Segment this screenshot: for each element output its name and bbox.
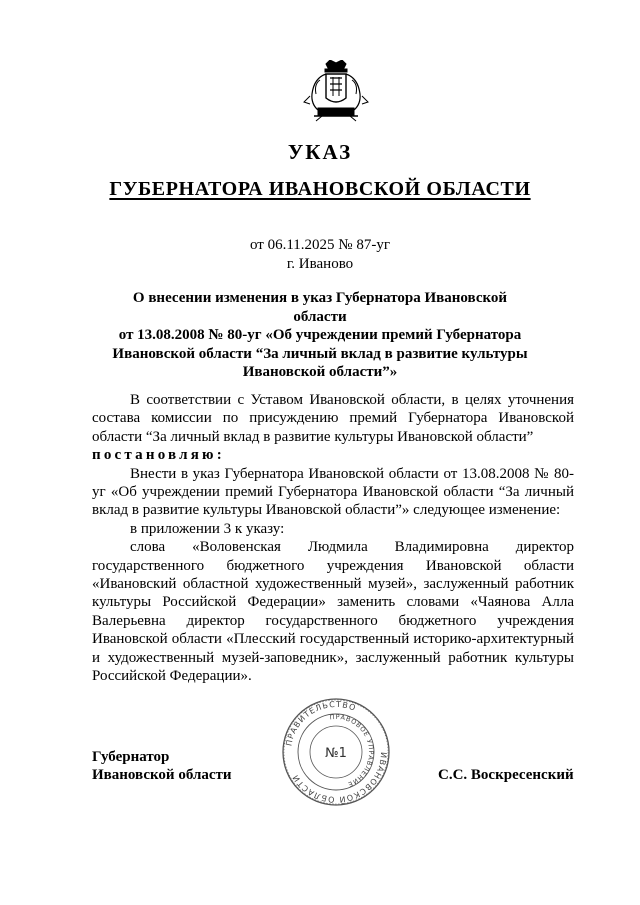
document-type-title: УКАЗ [287,140,353,164]
seal-side-text: ПРАВИТЕЛЬСТВО [284,699,358,747]
paragraph-appendix: в приложении 3 к указу: [130,520,285,537]
seal-outer-text: ИВАНОВСКОЙ ОБЛАСТИ [290,751,389,805]
document-meta [0,236,640,274]
issuer-title-text: ГУБЕРНАТОРА ИВАНОВСКОЙ ОБЛАСТИ [109,178,531,200]
city: г. Иваново [286,256,354,272]
official-seal [280,696,392,808]
coat-of-arms-emblem [296,60,376,122]
paragraph-replacement: слова «Воловенская Людмила Владимировна директор государственного бюджетного учреждения Ивановской области «Ивановский областной художественный музей», заслуженный работник культуры Российской Федерации» заменить словами «Чаянова Алла Валерьевна директор государственного бюджетного учреждения Ивановской области «Плесский государственный историко-архитектурный и художественный музей-заповедник», заслуженный работник культуры Российской Федерации». [92,539,574,685]
svg-text:ПРАВИТЕЛЬСТВО [284,700,357,747]
document-heading [110,289,530,382]
heading-line: О внесении изменения в указ Губернатора Ивановской области [132,290,508,325]
signatory-name: С.С. Воскресенский [438,767,574,783]
heading-line: Ивановской области”» [242,364,398,380]
document-body [92,391,574,686]
paragraph-amendment: Внести в указ Губернатора Ивановской области от 13.08.2008 № 80-уг «Об учреждении премий Губернатора Ивановской области “За личный вклад в развитие культуры Ивановской области”» следующее изменение: [92,465,574,519]
seal-number: №1 [325,746,347,761]
date-number: от 06.11.2025 № 87-уг [249,237,390,253]
issuer-title [0,178,640,201]
heading-line: от 13.08.2008 № 80-уг «Об учреждении премий Губернатора [118,327,522,343]
heading-line: Ивановской области “За личный вклад в развитие культуры [112,345,528,362]
position-line: Губернатор [92,749,170,765]
seal-inner-text: ПРАВОВОЕ УПРАВЛЕНИЕ [329,712,376,789]
signatory-position [92,748,232,784]
position-line: Ивановской области [92,767,232,783]
decree-word: постановляю: [92,447,225,464]
paragraph-preamble: В соответствии с Уставом Ивановской области, в целях уточнения состава комиссии по присуждению премий Губернатора Ивановской области “За личный вклад в развитие культуры Ивановской области” [92,392,574,445]
